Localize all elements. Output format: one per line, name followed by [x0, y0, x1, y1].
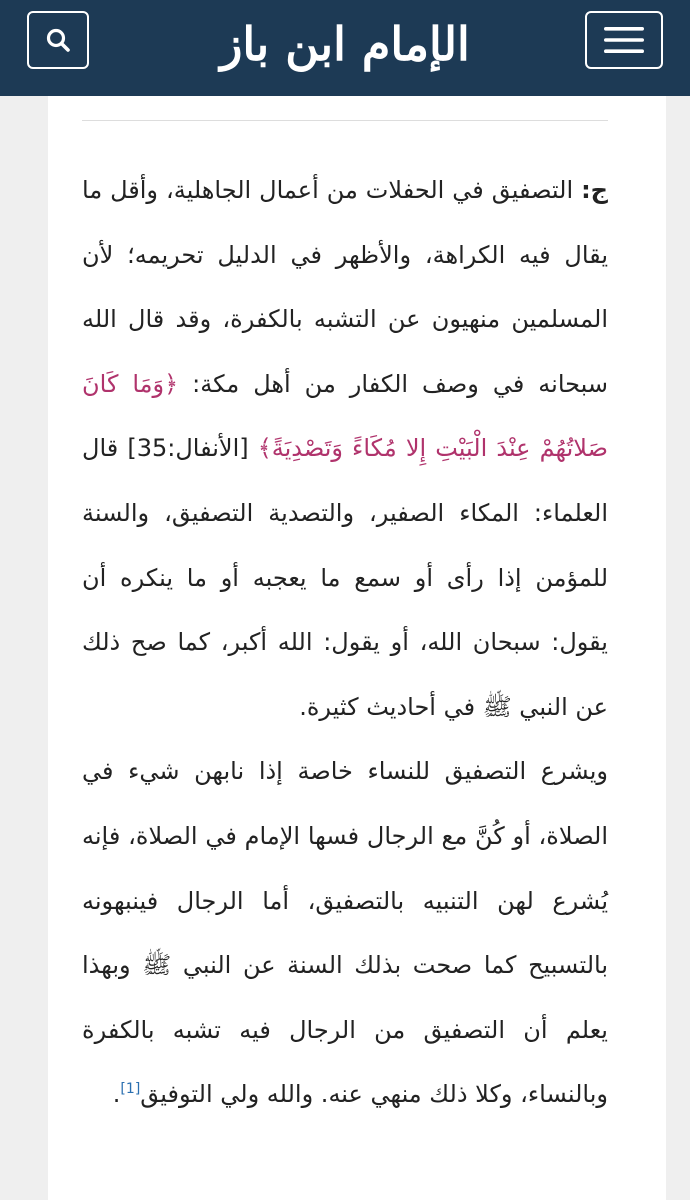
- quran-verse: ﴿وَمَا كَانَ صَلاتُهُمْ عِنْدَ الْبَيْتِ إِلا مُكَاءً وَتَصْدِيَةً﴾: [82, 369, 608, 463]
- article-content: [48, 96, 666, 1200]
- answer-paragraph: [82, 158, 608, 739]
- site-logo[interactable]: الإمام ابن باز: [220, 17, 470, 71]
- search-icon: [45, 27, 71, 53]
- paragraph-end: .: [112, 1080, 121, 1109]
- verse-reference: [الأنفال:35]: [127, 434, 249, 463]
- second-paragraph-text: ويشرع التصفيق للنساء خاصة إذا نابهن شيء في الصلاة، أو كُنَّ مع الرجال فسها الإمام في الصلاة، فإنه يُشرع لهن التنبيه بالتصفيق، أما الرجال فينبهونه بالتسبيح كما صحت بذلك السنة عن النبي ﷺ وبهذا يعلم أن التصفيق من الرجال فيه تشبه بالكفرة وبالنساء، وكلا ذلك منهي عنه. والله ولي التوفيق: [82, 757, 608, 1109]
- footnote-link[interactable]: [1]: [120, 1081, 141, 1098]
- menu-button[interactable]: [585, 11, 663, 69]
- scholars-text: قال العلماء: المكاء الصفير، والتصدية التصفيق، والسنة للمؤمن إذا رأى أو سمع ما يعجبه أو ما ينكره أن يقول: سبحان الله، أو يقول: الله أكبر، كما صح ذلك عن النبي ﷺ في أحاديث كثيرة.: [82, 434, 608, 721]
- answer-label: ج:: [581, 176, 608, 204]
- search-button[interactable]: [27, 11, 89, 69]
- answer-text: التصفيق في الحفلات من أعمال الجاهلية، وأقل ما يقال فيه الكراهة، والأظهر في الدليل تحريمه؛ لأن المسلمين منهيون عن التشبه بالكفرة، وقد قال الله سبحانه في وصف الكفار من أهل مكة:: [82, 176, 608, 398]
- article-body: [82, 158, 608, 1127]
- divider: [82, 120, 608, 121]
- top-header-bar: [0, 0, 690, 96]
- hamburger-menu-icon: [604, 26, 644, 54]
- second-paragraph: [82, 739, 608, 1127]
